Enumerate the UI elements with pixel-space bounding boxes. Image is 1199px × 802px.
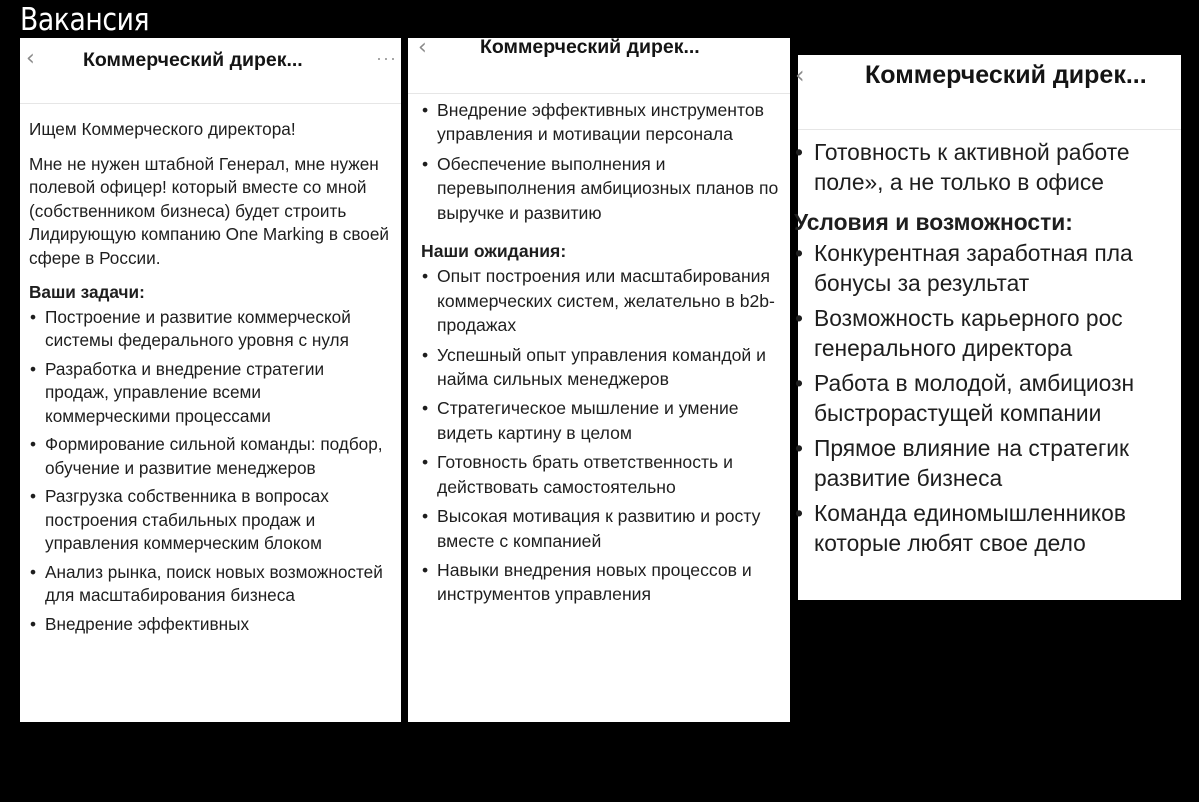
phone-screenshot-2 <box>408 35 790 722</box>
readiness-list <box>798 137 1181 197</box>
vacancy-text <box>20 118 401 722</box>
list-item: • Опыт построения или масштабирования коммерческих систем, желательно в b2b-продажах <box>421 264 783 337</box>
intro-line: Ищем Коммерческого директора! <box>29 119 296 139</box>
list-item: • Разработка и внедрение стратегии продаж, управление всеми коммерческими процессами <box>29 358 384 429</box>
app-header <box>408 35 790 94</box>
header-title: Коммерческий дирек... <box>865 61 1147 89</box>
conditions-list <box>798 238 1181 558</box>
more-options-icon[interactable]: ··· <box>376 48 397 68</box>
expectations-list <box>421 264 783 606</box>
back-chevron-icon[interactable]: ‹ <box>26 46 35 71</box>
list-item: • Высокая мотивация к развитию и росту вместе с компанией <box>421 504 783 553</box>
tasks-list <box>29 306 384 637</box>
list-item: • Анализ рынка, поиск новых возможностей для масштабирования бизнеса <box>29 561 384 608</box>
list-item <box>798 303 1181 363</box>
list-item-line: которые любят свое дело <box>814 530 1086 556</box>
intro-paragraph: Мне не нужен штабной Генерал, мне нужен полевой офицер! который вместе со мной (собственником бизнеса) будет строить Лидирующую компанию One Marking в своей сфере в России. <box>29 153 389 268</box>
list-item: • Стратегическое мышление и умение видеть картину в целом <box>421 396 783 445</box>
list-item-line: • Готовность к активной работе <box>814 139 1130 165</box>
list-item <box>798 137 1181 197</box>
list-item: • Внедрение эффективных инструментов управления и мотивации персонала <box>421 98 781 147</box>
list-item-line: генерального директора <box>814 335 1073 361</box>
back-chevron-icon[interactable]: ‹ <box>418 35 427 60</box>
list-item: • Внедрение эффективных <box>29 613 384 637</box>
list-item <box>798 368 1181 428</box>
tasks-heading: Ваши задачи: <box>29 282 145 302</box>
list-item: • Построение и развитие коммерческой системы федерального уровня с нуля <box>29 306 384 353</box>
list-item-line: • Конкурентная заработная пла <box>814 240 1133 266</box>
phone-screenshot-1 <box>20 38 401 722</box>
vacancy-text <box>408 98 790 722</box>
list-item <box>798 238 1181 298</box>
list-item: • Готовность брать ответственность и действовать самостоятельно <box>421 450 783 499</box>
app-header <box>795 55 1181 130</box>
list-item: • Успешный опыт управления командой и найма сильных менеджеров <box>421 343 783 392</box>
tasks-list-continued <box>421 98 781 225</box>
list-item: • Обеспечение выполнения и перевыполнения амбициозных планов по выручке и развитию <box>421 152 781 225</box>
list-item: • Навыки внедрения новых процессов и инструментов управления <box>421 558 783 607</box>
page-title: Вакансия <box>20 2 150 38</box>
list-item-line: поле», а не только в офисе <box>814 169 1104 195</box>
conditions-heading: Условия и возможности: <box>794 209 1073 235</box>
list-item-line: развитие бизнеса <box>814 465 1003 491</box>
vacancy-text <box>794 137 1181 600</box>
expectations-heading: Наши ожидания: <box>421 241 567 262</box>
list-item <box>798 498 1181 558</box>
list-item-line: • Возможность карьерного рос <box>814 305 1123 331</box>
list-item: • Разгрузка собственника в вопросах построения стабильных продаж и управления коммерческим блоком <box>29 485 384 556</box>
header-title: Коммерческий дирек... <box>480 36 700 58</box>
list-item-line: • Прямое влияние на стратегик <box>814 435 1130 461</box>
list-item-line: бонусы за результат <box>814 270 1030 296</box>
back-chevron-icon[interactable]: ‹ <box>795 61 805 89</box>
phone-screenshot-3 <box>794 55 1181 600</box>
list-item-line: быстрорастущей компании <box>814 400 1102 426</box>
list-item-line: • Команда единомышленников <box>814 500 1126 526</box>
list-item-line: • Работа в молодой, амбициозн <box>814 370 1135 396</box>
app-header <box>20 38 401 104</box>
header-title: Коммерческий дирек... <box>83 49 303 71</box>
list-item: • Формирование сильной команды: подбор, обучение и развитие менеджеров <box>29 433 384 480</box>
list-item <box>798 433 1181 493</box>
